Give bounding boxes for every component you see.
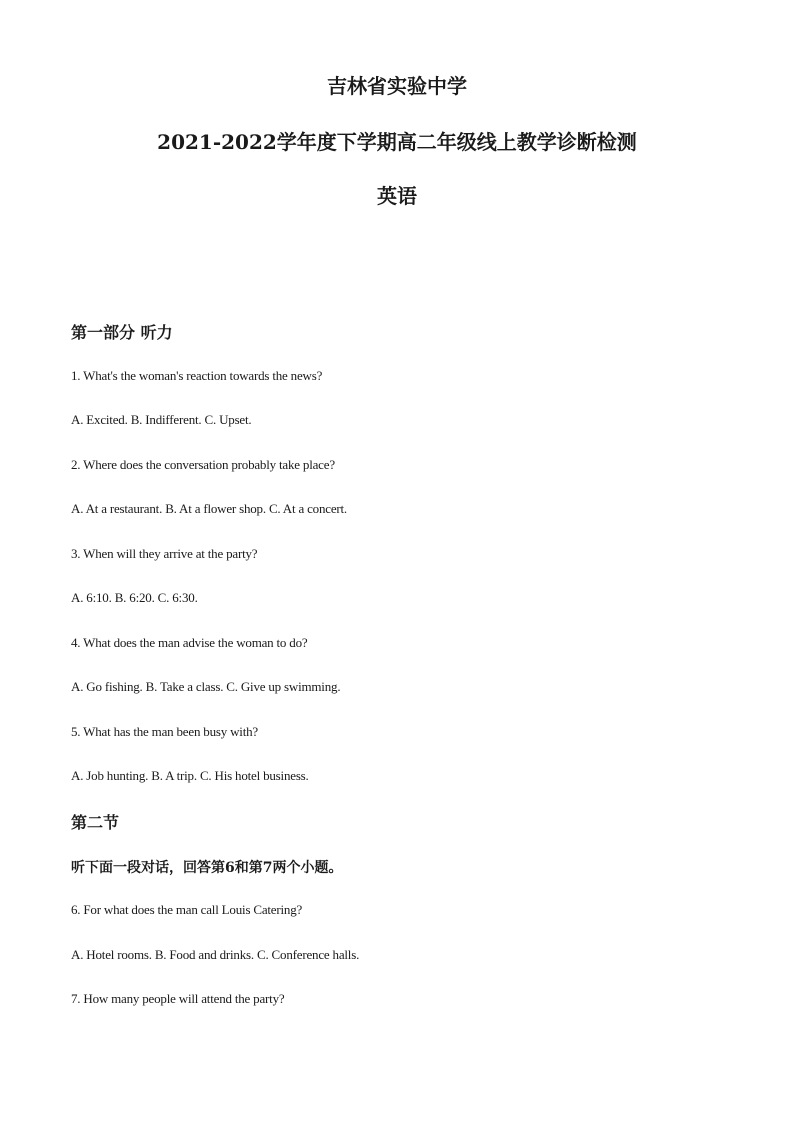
options-1: A. Excited. B. Indifferent. C. Upset. <box>71 412 252 427</box>
options-5: A. Job hunting. B. A trip. C. His hotel business. <box>71 768 309 783</box>
part2-heading: 第二节 <box>71 813 120 832</box>
school-title: 吉林省实验中学 <box>327 74 467 98</box>
options-2: A. At a restaurant. B. At a flower shop. C. At a concert. <box>71 501 347 516</box>
question-7: 7. How many people will attend the party? <box>71 991 285 1006</box>
part2-instruction: 听下面一段对话，回答第6和第7两个小题。 <box>71 860 343 876</box>
question-4: 4. What does the man advise the woman to do? <box>71 635 308 650</box>
question-6: 6. For what does the man call Louis Catering? <box>71 902 303 917</box>
options-3: A. 6:10. B. 6:20. C. 6:30. <box>71 590 198 605</box>
question-5: 5. What has the man been busy with? <box>71 724 258 739</box>
options-6: A. Hotel rooms. B. Food and drinks. C. Conference halls. <box>71 947 360 962</box>
question-1: 1. What's the woman's reaction towards the news? <box>71 368 323 383</box>
part1-heading: 第一部分 听力 <box>71 323 173 342</box>
exam-title: 2021-2022学年度下学期高二年级线上教学诊断检测 <box>157 130 637 154</box>
options-4: A. Go fishing. B. Take a class. C. Give up swimming. <box>71 679 341 694</box>
subject-title: 英语 <box>377 184 417 208</box>
question-3: 3. When will they arrive at the party? <box>71 546 258 561</box>
question-2: 2. Where does the conversation probably take place? <box>71 457 335 472</box>
